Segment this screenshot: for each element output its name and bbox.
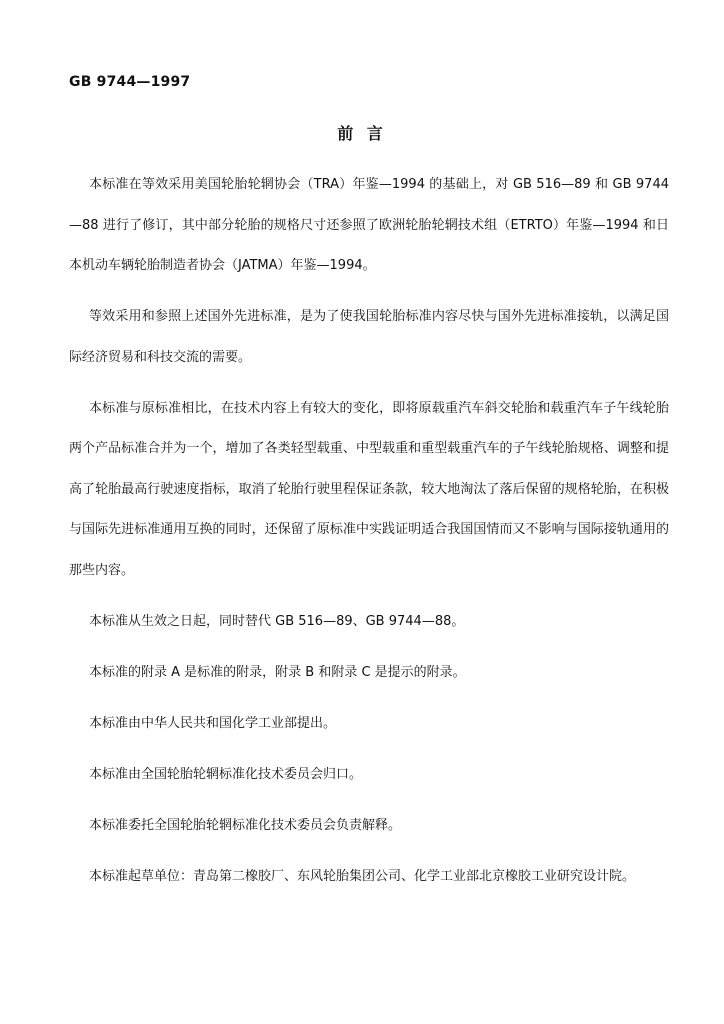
paragraph-proposed-by: 本标准由中华人民共和国化学工业部提出。 (89, 715, 337, 731)
page-title: 前 言 (337, 124, 387, 143)
paragraph-drafting-units: 本标准起草单位：青岛第二橡胶厂、东风轮胎集团公司、化学工业部北京橡胶工业研究设计院。 (89, 868, 636, 884)
paragraph-annexes: 本标准的附录 A 是标准的附录，附录 B 和附录 C 是提示的附录。 (89, 664, 466, 680)
paragraph-centralized-by: 本标准由全国轮胎轮辋标准化技术委员会归口。 (89, 766, 363, 782)
paragraph-interpretation: 本标准委托全国轮胎轮辋标准化技术委员会负责解释。 (89, 817, 402, 833)
paragraph-changes: 本标准与原标准相比，在技术内容上有较大的变化，即将原载重汽车斜交轮胎和载重汽车子午线轮胎两个产品标准合并为一个，增加了各类轻型载重、中型载重和重型载重汽车的子午线轮胎规格、调整和提高了轮胎最高行驶速度指标，取消了轮胎行驶里程保证条款，较大地淘汰了落后保留的规格轮胎，在积极与国际先进标准通用互换的同时，还保留了原标准中实践证明适合我国国情而又不影响与国际接轨通用的那些内容。 (69, 400, 669, 578)
paragraph-purpose: 等效采用和参照上述国外先进标准，是为了使我国轮胎标准内容尽快与国外先进标准接轨，以满足国际经济贸易和科技交流的需要。 (69, 309, 669, 365)
standard-number: GB 9744—1997 (69, 74, 191, 90)
paragraph-replacement: 本标准从生效之日起，同时替代 GB 516—89、GB 9744—88。 (89, 613, 465, 629)
foreword-body (69, 165, 669, 908)
paragraph-adoption-basis: 本标准在等效采用美国轮胎轮辋协会（TRA）年鉴—1994 的基础上，对 GB 516—89 和 GB 9744—88 进行了修订，其中部分轮胎的规格尺寸还参照了欧洲轮胎轮辋技术组（ETRTO）年鉴—1994 和日本机动车辆轮胎制造者协会（JATMA）年鉴—1994。 (69, 177, 669, 273)
